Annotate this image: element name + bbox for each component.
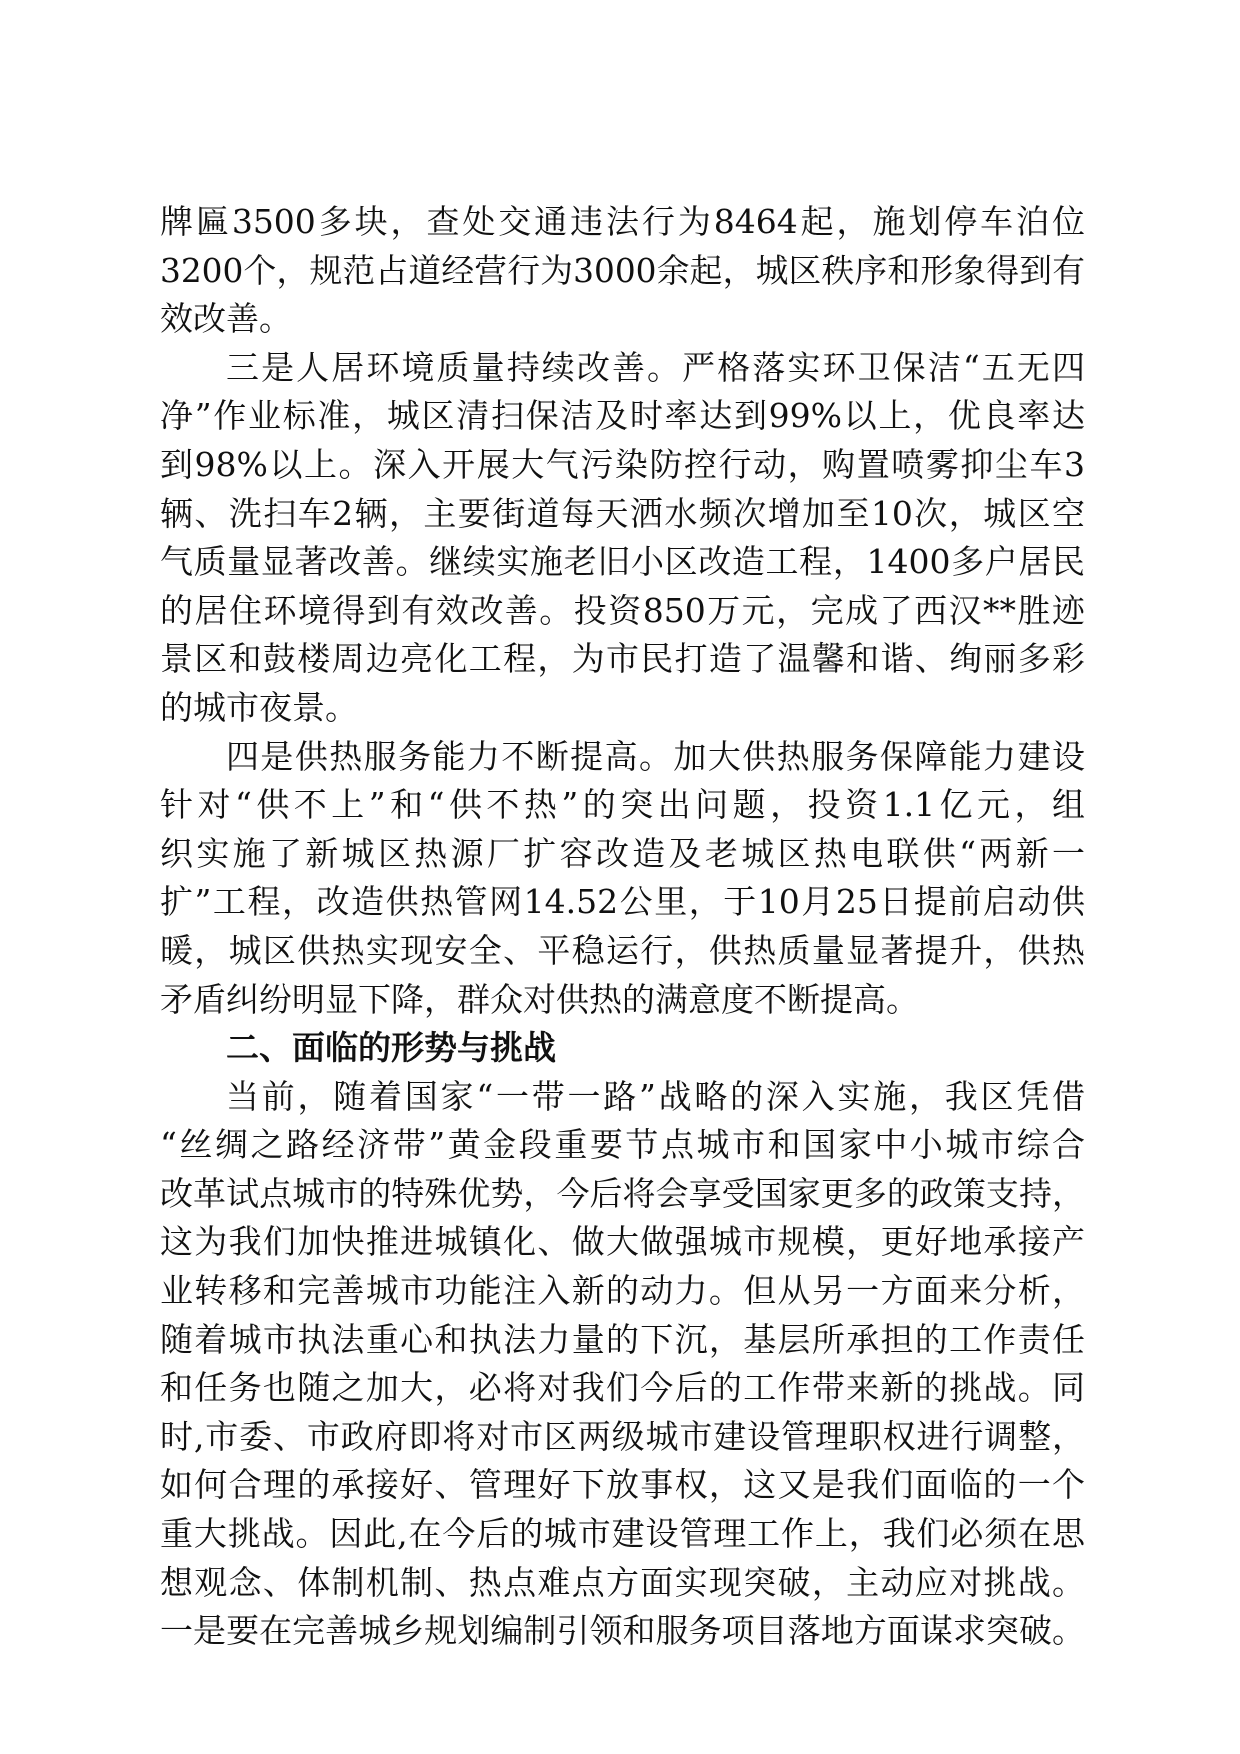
text-line: 重大挑战。因此,在今后的城市建设管理工作上，我们必须在思 (160, 1514, 1085, 1554)
text-line: 到98%以上。深入开展大气污染防控行动，购置喷雾抑尘车3 (160, 444, 1085, 484)
text-line: 这为我们加快推进城镇化、做大做强城市规模，更好地承接产 (160, 1222, 1085, 1262)
text-line: 辆、洗扫车2辆，主要街道每天洒水频次增加至10次，城区空 (160, 493, 1085, 533)
text-line: 织实施了新城区热源厂扩容改造及老城区热电联供“两新一 (160, 833, 1085, 873)
text-line: 随着城市执法重心和执法力量的下沉，基层所承担的工作责任 (160, 1319, 1085, 1359)
text-line: 针对“供不上”和“供不热”的突出问题，投资1.1亿元，组 (160, 785, 1085, 825)
document-body (160, 198, 1085, 1656)
text-line: 如何合理的承接好、管理好下放事权，这又是我们面临的一个 (160, 1465, 1085, 1505)
text-line: 暖，城区供热实现安全、平稳运行，供热质量显著提升，供热 (160, 930, 1085, 970)
text-line: 气质量显著改善。继续实施老旧小区改造工程，1400多户居民 (160, 542, 1085, 582)
text-line: 矛盾纠纷明显下降，群众对供热的满意度不断提高。 (160, 979, 919, 1019)
text-line: 净”作业标准，城区清扫保洁及时率达到99%以上，优良率达 (160, 396, 1085, 436)
text-line: 牌匾3500多块，查处交通违法行为8464起，施划停车泊位 (160, 202, 1085, 241)
text-line: “丝绸之路经济带”黄金段重要节点城市和国家中小城市综合 (160, 1125, 1085, 1165)
paragraph-start-line: 四是供热服务能力不断提高。加大供热服务保障能力建设 (226, 736, 1085, 776)
paragraph-start-line: 当前，随着国家“一带一路”战略的深入实施，我区凭借 (226, 1076, 1085, 1116)
text-line: 扩”工程，改造供热管网14.52公里，于10月25日提前启动供 (160, 882, 1085, 922)
text-line: 想观念、体制机制、热点难点方面实现突破，主动应对挑战。 (160, 1562, 1085, 1602)
text-line: 时,市委、市政府即将对市区两级城市建设管理职权进行调整， (160, 1416, 1085, 1456)
text-line: 一是要在完善城乡规划编制引领和服务项目落地方面谋求突破。 (160, 1611, 1085, 1651)
text-line: 3200个，规范占道经营行为3000余起，城区秩序和形象得到有 (160, 251, 1085, 290)
text-line: 效改善。 (160, 299, 292, 339)
text-line: 和任务也随之加大，必将对我们今后的工作带来新的挑战。同 (160, 1368, 1085, 1408)
paragraph-start-line: 三是人居环境质量持续改善。严格落实环卫保洁“五无四 (226, 347, 1085, 387)
text-line: 业转移和完善城市功能注入新的动力。但从另一方面来分析， (160, 1271, 1085, 1311)
section-heading: 二、面临的形势与挑战 (226, 1028, 556, 1068)
text-line: 改革试点城市的特殊优势，今后将会享受国家更多的政策支持， (160, 1173, 1085, 1213)
text-line: 的居住环境得到有效改善。投资850万元，完成了西汉**胜迹 (160, 590, 1085, 630)
text-line: 的城市夜景。 (160, 687, 358, 727)
text-line: 景区和鼓楼周边亮化工程，为市民打造了温馨和谐、绚丽多彩 (160, 639, 1085, 679)
